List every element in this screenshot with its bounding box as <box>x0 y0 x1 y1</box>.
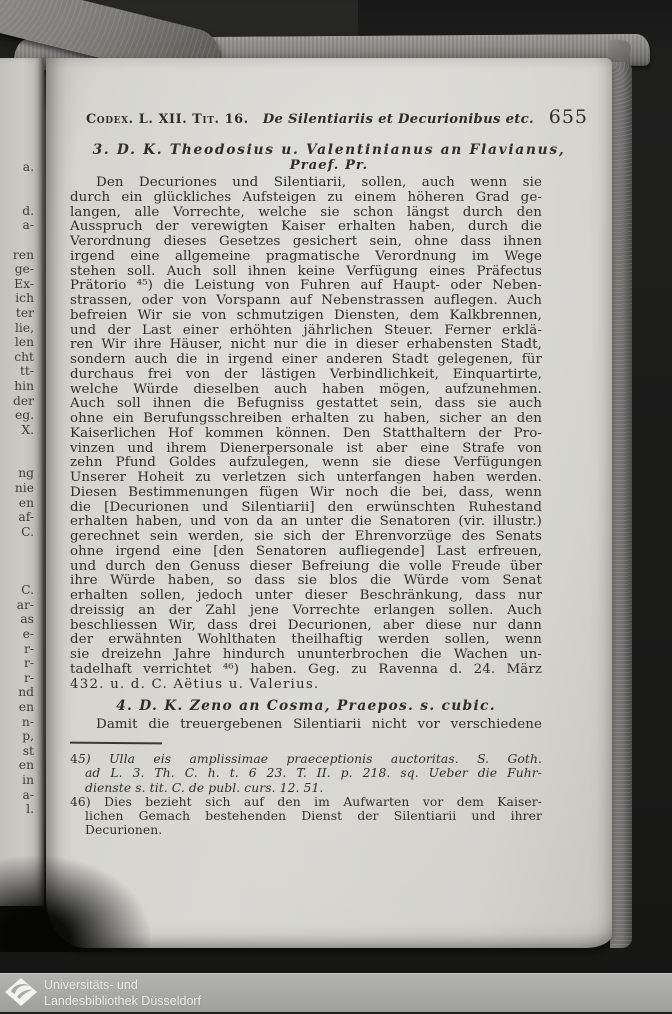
text-line: erhalten sollen, jedoch unter dieser Beschränkung, dass nur <box>70 588 542 603</box>
footnotes-block <box>70 752 542 838</box>
footnote-line: 45) Ulla eis amplissimae praeceptionis auctoritas. S. Goth. <box>70 752 542 766</box>
text-line: sie dreizehn Jahre hindurch ununterbrochen die Wachen un- <box>70 647 542 662</box>
text-line: stehen soll. Auch soll ihnen keine Verfügung eines Präfectus <box>70 263 542 279</box>
text-fragment: Ex- <box>14 276 34 291</box>
text-fragment: ng <box>18 466 34 481</box>
text-line: Prätorio ⁴⁵) die Leistung von Fuhren auf Haupt- oder Neben- <box>70 278 542 294</box>
text-fragment: nie <box>14 481 34 496</box>
text-line: erhalten haben, und von da an unter die Senatoren (vir. illustr.) <box>70 514 542 530</box>
text-fragment: der <box>12 393 34 408</box>
text-line: Unserer Hoheit zu verletzen sich unterfangen haben werden. <box>70 470 542 485</box>
latin-chapter-title: De Silentiariis et Decurionibus etc. <box>262 112 534 127</box>
text-fragment: a- <box>22 787 34 802</box>
text-fragment: hin <box>14 378 34 393</box>
footnote-separator-rule <box>70 742 162 745</box>
running-head <box>86 106 588 128</box>
facing-page-sliver <box>0 58 44 906</box>
text-fragment: en <box>18 758 34 773</box>
ulb-duesseldorf-logo-icon <box>4 977 38 1014</box>
text-fragment <box>0 554 34 569</box>
text-fragment: len <box>14 335 34 350</box>
text-fragment <box>0 437 34 452</box>
library-name-line2: Landesbibliothek Düsseldorf <box>44 994 202 1008</box>
text-line: irgend eine allgemeine pragmatische Verordnung im Wege <box>70 248 542 264</box>
section-4-body-paragraph <box>70 718 542 733</box>
text-fragment: r- <box>23 670 34 685</box>
text-fragment: in <box>22 772 34 787</box>
facing-page-text-fragments <box>0 160 34 817</box>
text-line: 432. u. d. C. Aëtius u. Valerius. <box>70 676 320 692</box>
text-fragment: tt- <box>19 364 34 379</box>
text-fragment: ar- <box>16 597 34 612</box>
text-line: ihre Würde haben, so dass sie blos die Würde vom Senat <box>70 573 542 589</box>
section-3-body-paragraph <box>70 176 542 692</box>
text-fragment: eg. <box>14 408 34 423</box>
footnote-45 <box>70 752 542 795</box>
text-fragment <box>0 452 34 467</box>
text-line: befreien Wir sie von schmutzigen Diensten, dem Kalkbrennen, <box>70 307 542 323</box>
text-line: welche Würde dieselben auch haben mögen, aufzunehmen. <box>70 381 542 397</box>
text-line: Den Decuriones und Silentiarii, sollen, auch wenn sie <box>96 175 542 190</box>
text-fragment: X. <box>21 422 34 437</box>
text-line: die [Decurionen und Silentiarii] den erwünschten Ruhestand <box>70 499 542 515</box>
text-line: durchaus frei von der lästigen Verbindlichkeit, Einquartirte, <box>70 366 542 382</box>
text-line: zehn Pfund Goldes aufzulegen, wenn sie diese Verfügungen <box>70 455 542 471</box>
text-line: dreissig an der Zahl jene Vorrechte erlangen sollen. Auch <box>70 602 542 618</box>
text-fragment: cht <box>14 349 34 364</box>
library-name <box>44 977 201 1009</box>
text-fragment <box>0 175 34 190</box>
text-line: sondern auch die in irgend einer anderen Stadt gelegenen, für <box>70 352 542 367</box>
section-3-heading-line1: 3. D. K. Theodosius u. Valentinianus an Flavianus, <box>92 142 566 158</box>
text-fragment: C. <box>21 583 34 598</box>
text-fragment: a- <box>22 218 34 233</box>
text-fragment: ter <box>15 305 34 320</box>
text-fragment: C. <box>21 524 34 539</box>
book-back-cover-edge <box>610 62 632 948</box>
codex-title-label: Codex. L. XII. Tit. 16. <box>86 112 249 127</box>
text-fragment: l. <box>26 802 34 817</box>
text-line: Diesen Bestimmenungen fügen Wir noch die bei, dass, wenn <box>70 484 542 500</box>
page-number: 655 <box>548 106 588 128</box>
text-line: beschliessen Wir, dass drei Decurionen, aber diese nur dann <box>70 617 542 633</box>
text-fragment: af- <box>18 510 34 525</box>
text-fragment: p, <box>22 729 34 744</box>
footnote-line: ad L. 3. Th. C. h. t. 6 23. T. II. p. 218. sq. Ueber die Fuhr- <box>85 766 542 781</box>
text-line: der erwähnten Wohlthaten theilhaftig werden sollen, wenn <box>70 632 542 648</box>
text-line: strassen, oder von Vorspann auf Nebenstrassen auflegen. Auch <box>70 293 542 308</box>
text-fragment: n- <box>21 714 34 729</box>
text-line: Auch soll ihnen die Befugniss gestattet sein, dass sie auch <box>70 396 542 412</box>
footnote-line: lichen Gemach bestehenden Dienst der Silentiarii und ihrer <box>85 809 542 824</box>
text-line: Damit die treuergebenen Silentiarii nicht vor verschiedene <box>96 717 542 732</box>
text-line: vinzen und ihrem Dienerpersonale ist aber eine Strafe von <box>70 440 542 456</box>
text-line: Verordnung dieses Gesetzes gesichert sein, ohne dass ihnen <box>70 234 542 249</box>
text-fragment: as <box>20 612 34 627</box>
text-fragment: lie, <box>14 320 34 335</box>
text-fragment: ge- <box>14 262 34 277</box>
section-4-heading: 4. D. K. Zeno an Cosma, Praepos. s. cubic. <box>116 698 496 714</box>
section-3-heading-line2: Praef. Pr. <box>289 158 369 173</box>
text-line: ohne ein Berufungsschreiben erhalten zu haben, sicher an den <box>70 411 542 426</box>
text-line: langen, alle Vorrechte, welche sie schon längst durch den <box>70 204 542 220</box>
footnote-line: Decurionen. <box>85 823 163 838</box>
text-fragment: en <box>18 495 34 510</box>
library-name-line1: Universitäts- und <box>44 978 138 992</box>
text-fragment: r- <box>23 641 34 656</box>
text-line: durch ein glückliches Aufsteigen zu einem höheren Grad ge- <box>70 189 542 205</box>
text-line: ohne irgend eine [den Senatoren aufliegende] Last erfreuen, <box>70 543 542 559</box>
text-line: und der Last einer erhöhten jährlichen Steuer. Ferner erklä- <box>70 322 542 338</box>
text-line: gerechnet sein werden, sie sich der Ehrenvorzüge des Senats <box>70 529 542 544</box>
text-fragment <box>0 569 34 584</box>
footnote-line: dienste s. tit. C. de publ. curs. 12. 51. <box>85 780 324 795</box>
section-3-heading <box>70 142 588 173</box>
text-fragment: r- <box>23 656 34 671</box>
text-line: und durch den Genuss dieser Befreiung die volle Freude über <box>70 558 542 574</box>
text-fragment: st <box>22 743 34 758</box>
text-fragment: d. <box>22 203 34 218</box>
text-fragment: ich <box>15 291 34 306</box>
text-fragment: e- <box>22 627 34 641</box>
text-line: ren Wir ihre Häuser, nicht nur die in dieser erhabensten Stadt, <box>70 337 542 353</box>
text-fragment <box>0 189 34 204</box>
text-fragment: nd <box>18 685 34 700</box>
library-stamp-bar <box>0 973 672 1012</box>
text-line: Kaiserlichen Hof kommen können. Den Statthaltern der Pro- <box>70 425 542 441</box>
text-line: Ausspruch der verewigten Kaiser erhalten haben, durch die <box>70 219 542 235</box>
footnote-line: 46) Dies bezieht sich auf den im Aufwarten vor dem Kaiser- <box>70 794 542 809</box>
footnote-46 <box>70 795 542 838</box>
text-line: tadelhaft verrichtet ⁴⁶) haben. Geg. zu Ravenna d. 24. März <box>70 661 542 677</box>
text-fragment <box>0 233 34 248</box>
text-fragment: ren <box>12 247 34 262</box>
text-fragment <box>0 539 34 554</box>
text-fragment: en <box>18 699 34 714</box>
book-page <box>46 58 612 948</box>
text-fragment: a. <box>22 160 34 174</box>
